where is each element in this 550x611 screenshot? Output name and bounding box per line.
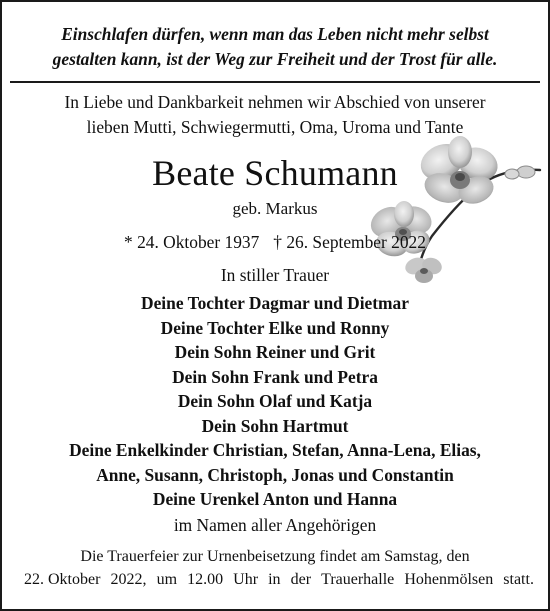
intro-line-2: lieben Mutti, Schwiegermutti, Oma, Uroma und Tante: [86, 117, 464, 137]
mourning-line: In stiller Trauer: [220, 265, 330, 285]
family-line: Dein Sohn Olaf und Katja: [177, 391, 373, 411]
notice-line-1: Die Trauerfeier zur Urnenbeisetzung findet am Samstag, den: [80, 548, 470, 565]
maiden-name: geb. Markus: [232, 199, 318, 218]
motto-quote: [2, 22, 548, 72]
divider-rule: [10, 81, 540, 83]
notice-word: um: [156, 571, 178, 588]
family-line: Dein Sohn Hartmut: [201, 415, 349, 436]
notice-word: Trauerhalle: [321, 571, 395, 588]
family-line: Dein Sohn Frank und Petra: [172, 366, 378, 387]
family-line: Deine Enkelkinder Christian, Stefan, Anna-Lena, Elias,: [69, 440, 481, 460]
motto-line-1: Einschlafen dürfen, wenn man das Leben nicht mehr selbst: [61, 24, 489, 44]
notice-word: in: [268, 571, 281, 588]
notice-line-2: [2, 568, 548, 591]
motto-line-2: gestalten kann, ist der Weg zur Freiheit und der Trost für alle.: [52, 49, 498, 69]
family-line: Dein Sohn Reiner und Grit: [174, 342, 376, 362]
birth-date: * 24. Oktober 1937: [124, 232, 260, 252]
notice-word: statt.: [503, 571, 534, 588]
notice-word: Uhr: [233, 571, 259, 588]
intro-line-1: In Liebe und Dankbarkeit nehmen wir Abschied von unserer: [64, 92, 486, 112]
family-line: Anne, Susann, Christoph, Jonas und Constantin: [96, 464, 454, 485]
orchid-flower-icon: [362, 132, 542, 292]
notice-word: 2022,: [110, 571, 147, 588]
life-dates: [2, 231, 548, 253]
family-line: Deine Tochter Elke und Ronny: [160, 317, 390, 338]
notice-word: 22. Oktober: [24, 571, 101, 588]
all-relatives-line: im Namen aller Angehörigen: [173, 515, 377, 535]
notice-word: 12.00: [187, 571, 224, 588]
family-list: [2, 291, 548, 512]
deceased-name: Beate Schumann: [152, 153, 398, 193]
death-date: † 26. September 2022: [273, 232, 426, 252]
family-line: Deine Tochter Dagmar und Dietmar: [141, 293, 409, 313]
funeral-notice: [2, 545, 548, 591]
notice-word: der: [290, 571, 312, 588]
notice-word: Hohenmölsen: [404, 571, 494, 588]
family-line: Deine Urenkel Anton und Hanna: [152, 489, 398, 509]
